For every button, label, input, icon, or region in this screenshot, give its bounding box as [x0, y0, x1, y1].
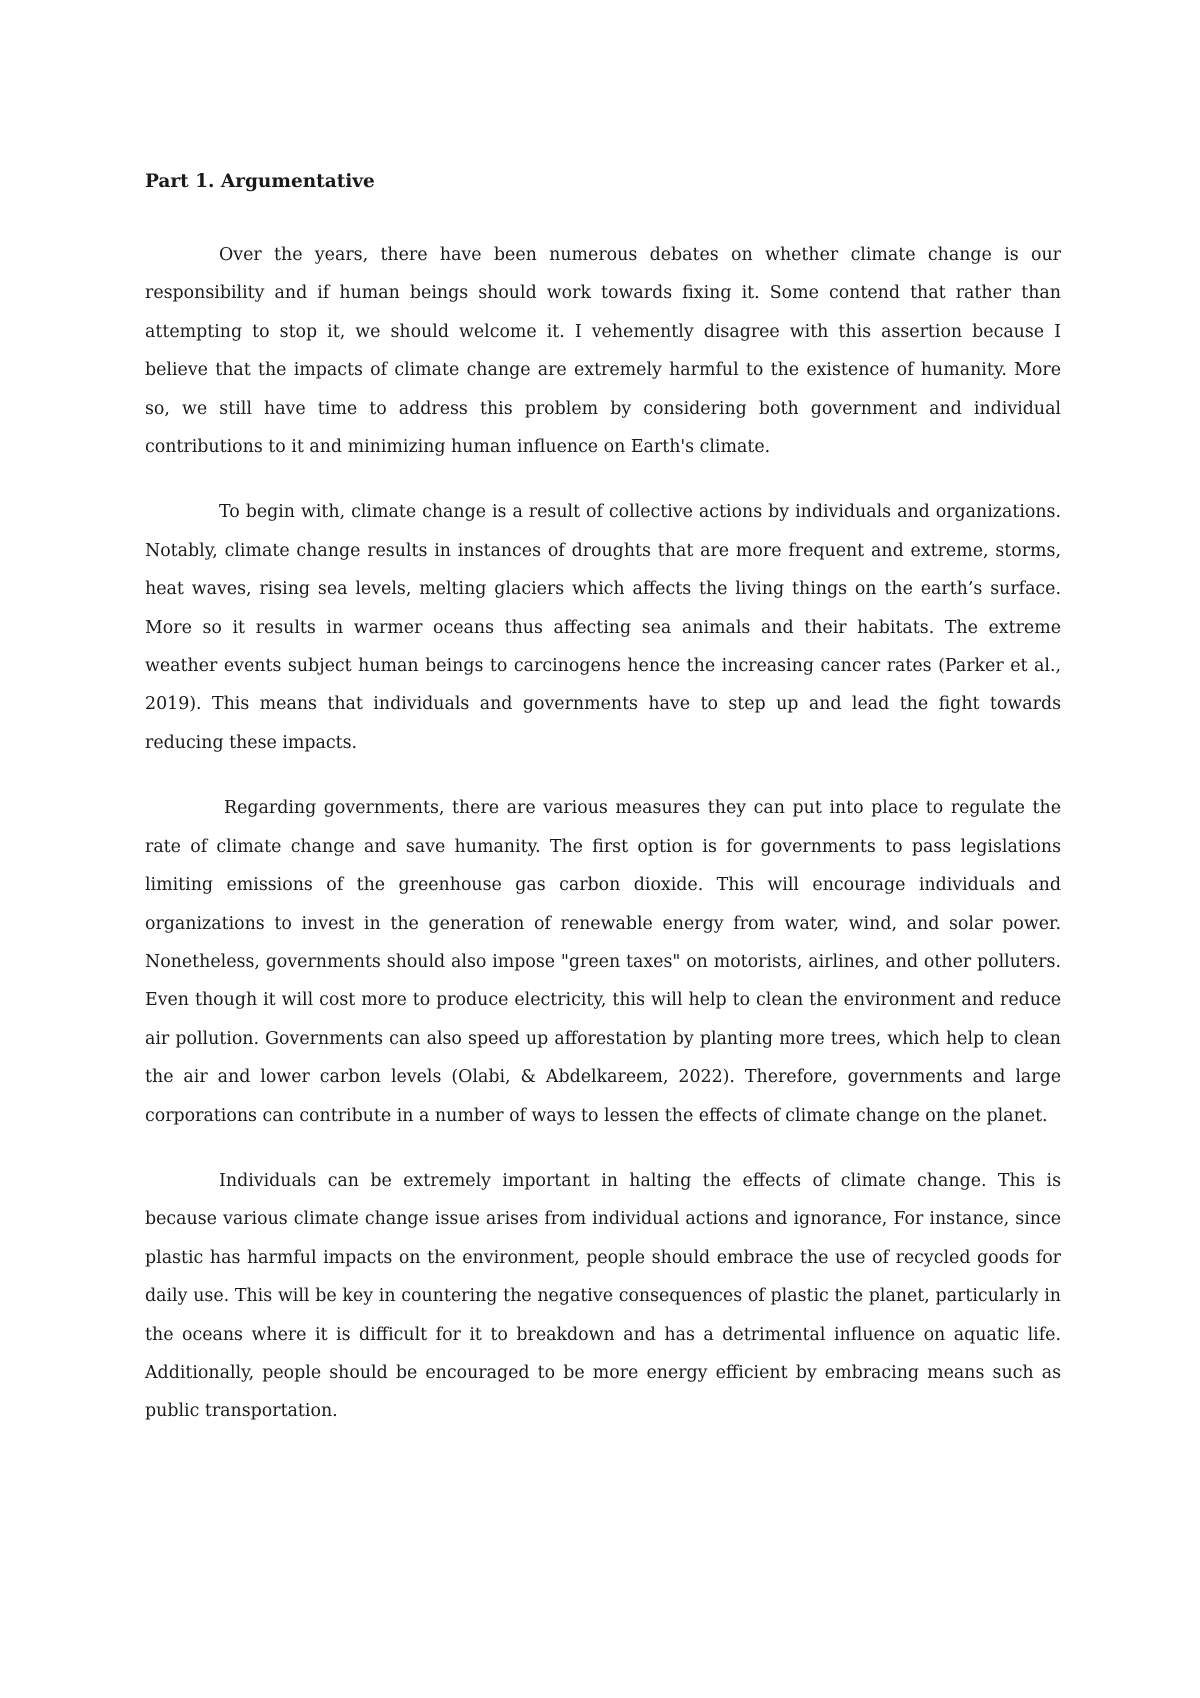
- paragraph-governments: Regarding governments, there are various measures they can put into place to regulate the rate of climate change and save humanity. The first option is for governments to pass legislations limiting emissions of the greenhouse gas carbon dioxide. This will encourage individuals and organizations to invest in the generation of renewable energy from water, wind, and solar power. Nonetheless, governments should also impose "green taxes" on motorists, airlines, and other polluters. Even though it will cost more to produce electricity, this will help to clean the environment and reduce air pollution. Governments can also speed up afforestation by planting more trees, which help to clean the air and lower carbon levels (Olabi, & Abdelkareem, 2022). Therefore, governments and large corporations can contribute in a number of ways to lessen the effects of climate change on the planet.: [145, 798, 1061, 1126]
- section-heading: Part 1. Argumentative: [145, 171, 375, 192]
- paragraph-individuals: Individuals can be extremely important in halting the effects of climate change. This is because various climate change issue arises from individual actions and ignorance, For instance, since plastic has harmful impacts on the environment, people should embrace the use of recycled goods for daily use. This will be key in countering the negative consequences of plastic the planet, particularly in the oceans where it is difficult for it to breakdown and has a detrimental influence on aquatic life. Additionally, people should be encouraged to be more energy efficient by embracing means such as public transportation.: [145, 1170, 1061, 1422]
- document-page: [145, 170, 1061, 1431]
- paragraph-collective-actions: To begin with, climate change is a result of collective actions by individuals and organizations. Notably, climate change results in instances of droughts that are more frequent and extreme, storms, heat waves, rising sea levels, melting glaciers which affects the living things on the earth’s surface. More so it results in warmer oceans thus affecting sea animals and their habitats. The extreme weather events subject human beings to carcinogens hence the increasing cancer rates (Parker et al., 2019). This means that individuals and governments have to step up and lead the fight towards reducing these impacts.: [145, 502, 1061, 753]
- paragraph-introduction: Over the years, there have been numerous debates on whether climate change is our responsibility and if human beings should work towards fixing it. Some contend that rather than attempting to stop it, we should welcome it. I vehemently disagree with this assertion because I believe that the impacts of climate change are extremely harmful to the existence of humanity. More so, we still have time to address this problem by considering both government and individual contributions to it and minimizing human influence on Earth's climate.: [145, 245, 1061, 458]
